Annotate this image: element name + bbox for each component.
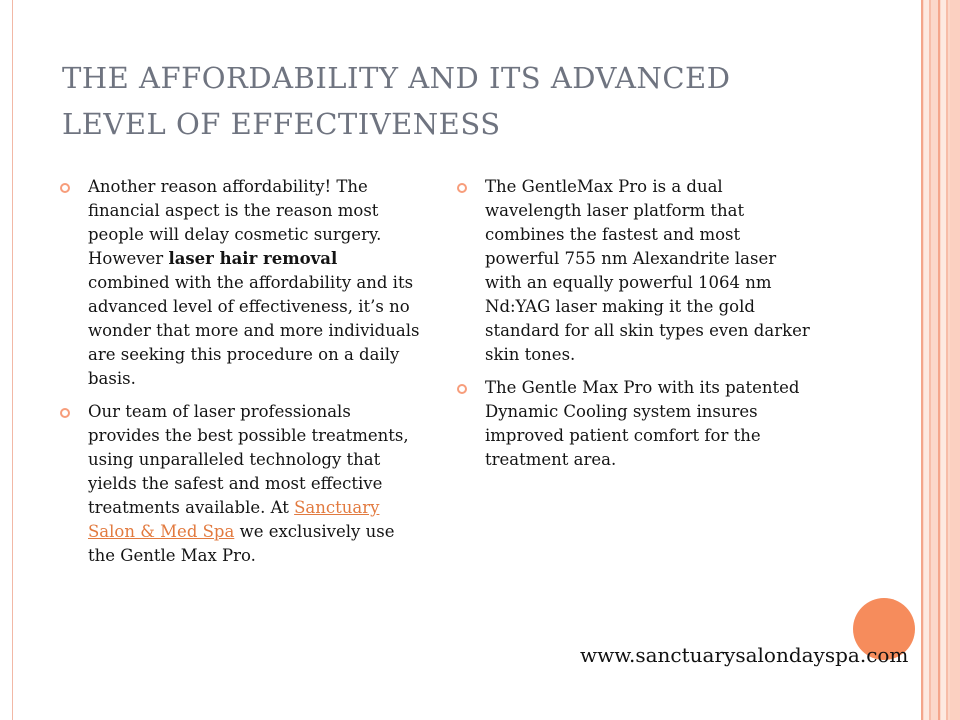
slide-frame-left-line [12, 0, 13, 720]
bullet-affordability [60, 175, 420, 391]
left-bullet-column [60, 175, 420, 577]
slide-frame-right-line [946, 0, 948, 720]
bullet-gentlemax-platform [457, 175, 817, 367]
bullet-text: The Gentle Max Pro with its patented Dynamic Cooling system insures improved patient comfort for the treatment area. [485, 378, 800, 469]
bullet-text: combined with the affordability and its advanced level of effectiveness, it’s no wonder that more and more individuals are seeking this procedure on a daily basis. [88, 273, 420, 388]
slide-title-line-1: THE AFFORDABILITY AND ITS ADVANCED [62, 61, 731, 95]
slide-title [62, 55, 842, 147]
right-bullet-column [457, 175, 817, 481]
bullet-circle-icon [60, 183, 70, 193]
bullet-text: we exclusively use the Gentle Max Pro. [88, 522, 395, 565]
slide-title-line-2: LEVEL OF EFFECTIVENESS [62, 107, 501, 141]
footer-website-url: www.sanctuarysalondayspa.com [580, 643, 909, 667]
bullet-text: The GentleMax Pro is a dual wavelength laser platform that combines the fastest and most powerful 755 nm Alexandrite laser with an equally powerful 1064 nm Nd:YAG laser making it the gold standard for all skin types even darker skin tones. [485, 177, 810, 364]
bullet-circle-icon [457, 183, 467, 193]
bullet-circle-icon [457, 384, 467, 394]
slide-frame-right-line [938, 0, 940, 720]
slide-frame-right-line [921, 0, 923, 720]
sanctuary-salon-link[interactable]: Sanctuary Salon & Med Spa [88, 498, 380, 541]
slide-frame-right-stripe [950, 0, 960, 720]
bullet-text: Another reason affordability! The financial aspect is the reason most people will delay cosmetic surgery. However [88, 177, 382, 268]
bullet-bold-keyword: laser hair removal [168, 249, 338, 268]
bullet-text: Our team of laser professionals provides the best possible treatments, using unparalleled technology that yields the safest and most effective treatments available. At [88, 402, 409, 517]
bullet-team [60, 400, 420, 568]
bullet-circle-icon [60, 408, 70, 418]
bullet-dynamic-cooling [457, 376, 817, 472]
slide-frame-right-line [929, 0, 931, 720]
